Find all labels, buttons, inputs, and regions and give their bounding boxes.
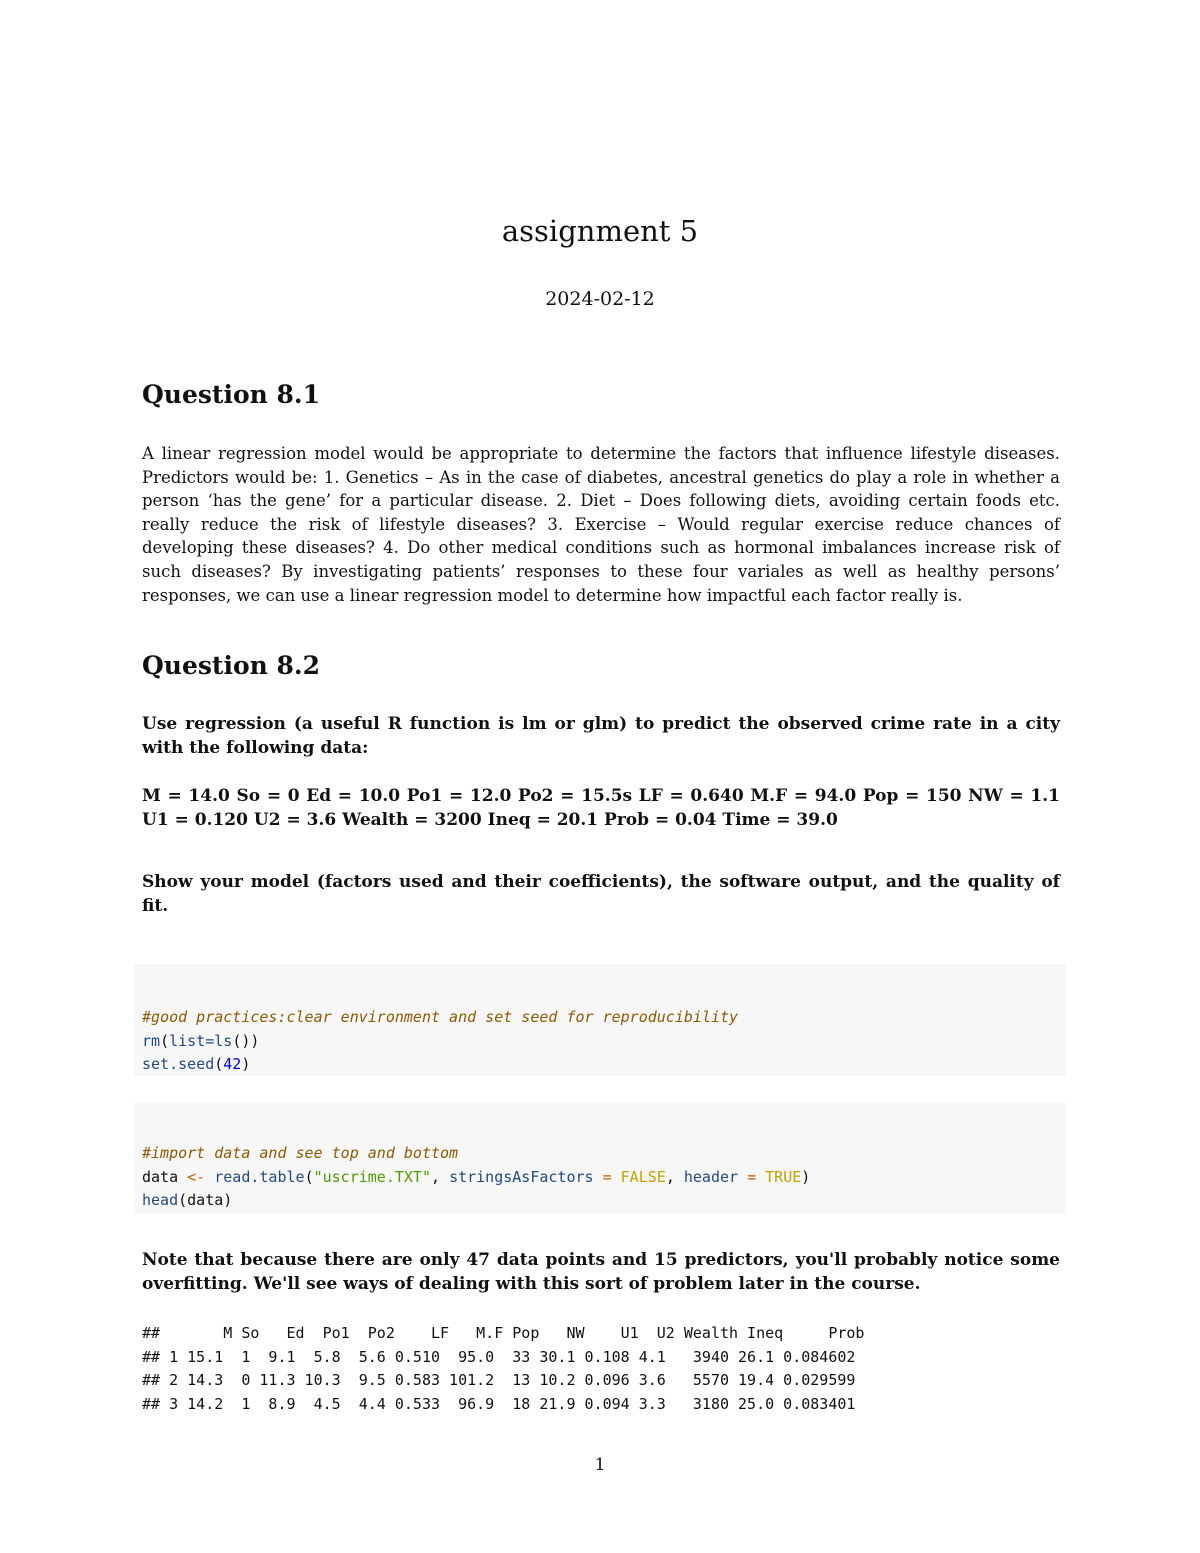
overfitting-note: Note that because there are only 47 data points and 15 predictors, you'll probably notice some overfitting. We'll see ways of dealing with this sort of problem later in the course. xyxy=(142,1250,1060,1294)
code-function: ls xyxy=(214,1031,233,1050)
code-block xyxy=(142,1142,810,1213)
code-argument: list= xyxy=(169,1031,215,1050)
code-punct: ( xyxy=(304,1167,314,1186)
code-function: head xyxy=(142,1191,179,1209)
r-output xyxy=(142,1322,864,1416)
document-title: assignment 5 xyxy=(501,214,699,248)
code-comment: #good practices:clear environment and set seed for reproducibility xyxy=(142,1008,739,1026)
code-punct: ()) xyxy=(232,1031,260,1050)
output-line: ## 3 14.2 1 8.9 4.5 4.4 0.533 96.9 18 21.9 0.094 3.3 3180 25.0 0.083401 xyxy=(142,1394,856,1413)
code-punct: , xyxy=(431,1167,450,1186)
output-line: ## M So Ed Po1 Po2 LF M.F Pop NW U1 U2 Wealth Ineq Prob xyxy=(142,1324,865,1342)
code-block xyxy=(142,1006,738,1077)
code-punct: ( xyxy=(214,1055,224,1073)
question-8-2-instructions: Show your model (factors used and their coefficients), the software output, and the quality of fit. xyxy=(142,872,1060,916)
code-argument: stringsAsFactors xyxy=(449,1167,594,1186)
question-8-2-data-values: M = 14.0 So = 0 Ed = 10.0 Po1 = 12.0 Po2 = 15.5s LF = 0.640 M.F = 94.0 Pop = 150 NW = 1.1 U1 = 0.120 U2 = 3.6 Wealth = 3200 Ineq = 20.1 Prob = 0.04 Time = 39.0 xyxy=(142,786,1060,830)
code-punct: ( xyxy=(160,1031,170,1050)
document-date: 2024-02-12 xyxy=(545,288,655,310)
output-line: ## 2 14.3 0 11.3 10.3 9.5 0.583 101.2 13 10.2 0.096 3.6 5570 19.4 0.029599 xyxy=(142,1371,856,1389)
code-function: set.seed xyxy=(142,1055,215,1073)
code-number: 42 xyxy=(223,1055,242,1073)
question-8-1-heading: Question 8.1 xyxy=(142,380,321,409)
code-string: "uscrime.TXT" xyxy=(313,1167,431,1186)
code-chunk-setup xyxy=(134,964,1066,1076)
code-operator: = xyxy=(602,1167,612,1186)
question-8-1-answer: A linear regression model would be appropriate to determine the factors that influence lifestyle diseases. Predictors would be: 1. Genetics – As in the case of diabetes, ancestral genetics do play a role in whether a person ‘has the gene’ for a particular disease. 2. Diet – Does following diets, avoiding certain foods etc. really reduce the risk of lifestyle diseases? 3. Exercise – Would regular exercise reduce chances of developing these diseases? 4. Do other medical conditions such as hormonal imbalances increase risk of such diseases? By investigating patients’ responses to these four variales as well as healthy persons’ responses, we can use a linear regression model to determine how impactful each factor really is. xyxy=(142,444,1060,605)
code-punct: ) xyxy=(801,1167,811,1186)
code-chunk-import xyxy=(134,1102,1066,1214)
question-8-2-prompt: Use regression (a useful R function is lm or glm) to predict the observed crime rate in a city with the following data: xyxy=(142,714,1060,758)
code-punct: ) xyxy=(241,1055,251,1073)
output-line: ## 1 15.1 1 9.1 5.8 5.6 0.510 95.0 33 30.1 0.108 4.1 3940 26.1 0.084602 xyxy=(142,1347,856,1366)
code-constant: FALSE xyxy=(620,1167,666,1186)
code-comment: #import data and see top and bottom xyxy=(142,1144,459,1162)
code-punct: , xyxy=(665,1167,684,1186)
code-function: rm xyxy=(142,1031,161,1050)
code-variable: data xyxy=(142,1167,179,1186)
code-punct: (data) xyxy=(178,1191,233,1209)
code-function: read.table xyxy=(214,1167,305,1186)
question-8-2-heading: Question 8.2 xyxy=(142,651,321,680)
code-operator: = xyxy=(747,1167,757,1186)
code-operator: <- xyxy=(187,1167,206,1186)
code-argument: header xyxy=(683,1167,739,1186)
code-constant: TRUE xyxy=(765,1167,802,1186)
page-number: 1 xyxy=(594,1455,606,1475)
